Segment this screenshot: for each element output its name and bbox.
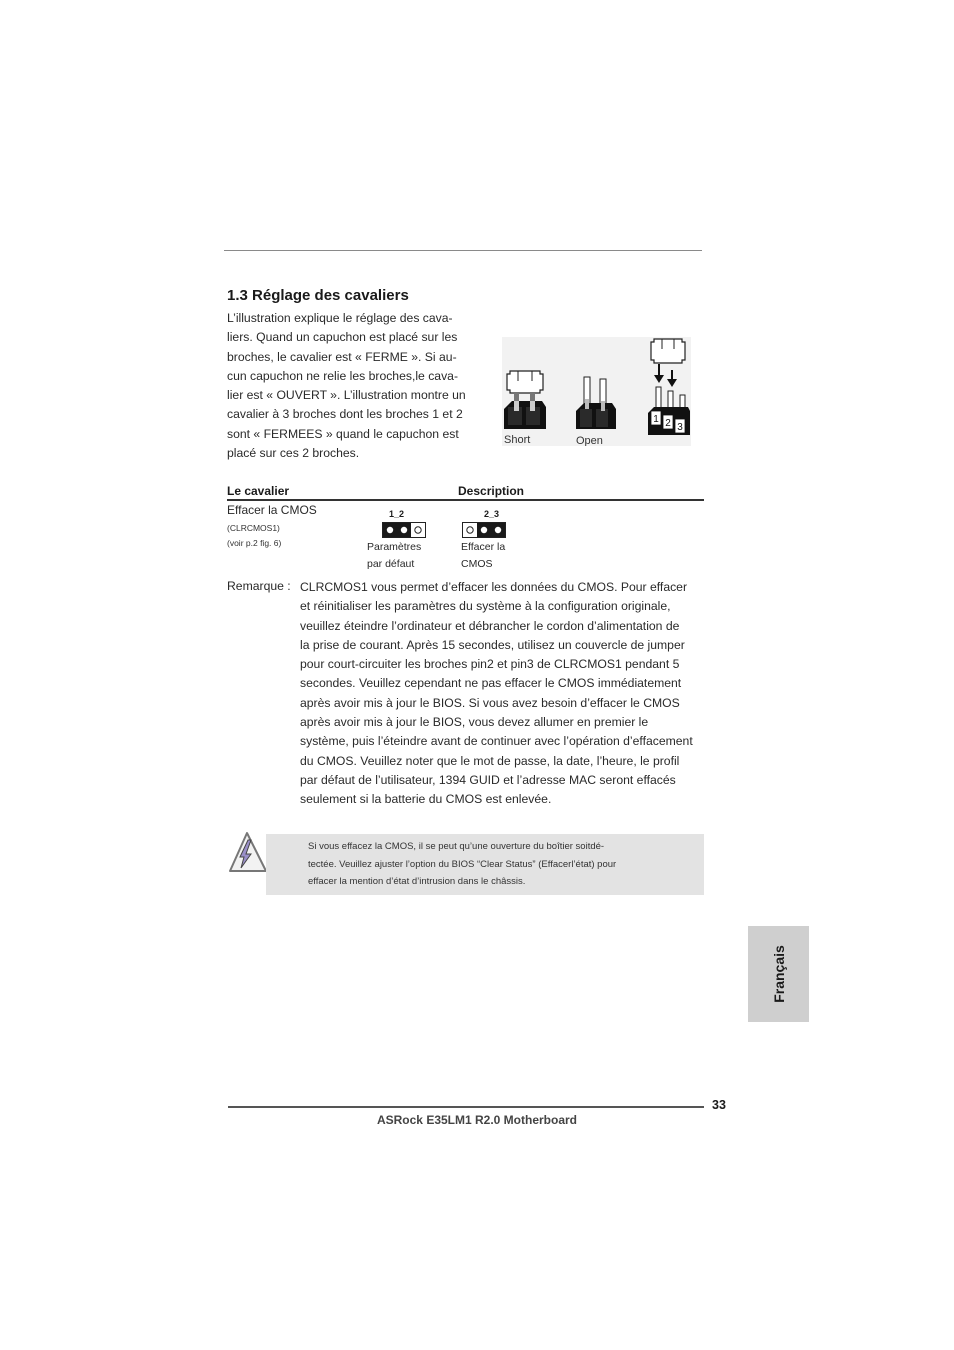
jumper-id: (CLRCMOS1) [227, 523, 280, 533]
footer-text: ASRock E35LM1 R2.0 Motherboard [376, 1113, 578, 1127]
remark-line: veuillez éteindre l’ordinateur et débrancher le cordon d’alimentation de [300, 618, 680, 633]
intro-line: broches, le cavalier est « FERME ». Si au- [227, 349, 457, 364]
setting-2-pins: 2_3 [484, 509, 500, 519]
jumper-illustration-svg [502, 337, 691, 446]
three-pin-jumper [648, 339, 690, 435]
remark-paragraph [300, 578, 704, 810]
remark-line: secondes. Veuillez cependant ne pas effacer le CMOS immédiatement [300, 676, 682, 691]
language-tab-label: Français [770, 945, 787, 1003]
setting-2-caption-line: CMOS [461, 558, 493, 570]
intro-line: lier est « OUVERT ». L’illustration montre un [227, 388, 466, 403]
open-label: Open [576, 435, 603, 446]
warning-lightning-icon [227, 830, 269, 879]
open-jumper [576, 377, 616, 429]
intro-line: cun capuchon ne relie les broches,le cava- [227, 368, 459, 383]
intro-line: sont « FERMEES » quand le capuchon est [227, 426, 459, 441]
setting-1-caption-line: Paramètres [367, 541, 422, 553]
remark-line: seulement si la batterie du CMOS est enlevée. [300, 792, 552, 807]
jumper-illustration [502, 337, 691, 446]
warning-line: effacer la mention d’état d’intrusion dans le châssis. [308, 876, 526, 887]
setting-1-caption-line: par défaut [367, 558, 415, 570]
pin-number-1: 1 [653, 414, 659, 425]
remark-line: CLRCMOS1 vous permet d’effacer les données du CMOS. Pour effacer [300, 580, 688, 594]
section-title: 1.3 Réglage des cavaliers [227, 287, 409, 304]
intro-line: placé sur ces 2 broches. [227, 446, 360, 461]
setting-2-caption [461, 539, 505, 573]
remark-line: et réinitialiser les paramètres du système à la configuration originale, [300, 599, 671, 614]
warning-text [308, 838, 688, 891]
intro-line: L’illustration explique le réglage des cava- [227, 311, 453, 325]
intro-line: cavalier à 3 broches dont les broches 1 et 2 [227, 407, 463, 422]
short-label: Short [504, 434, 531, 446]
setting-1-caption [367, 539, 421, 573]
table-header-rule [227, 499, 704, 501]
jumper-ref: (voir p.2 fig. 6) [227, 538, 282, 548]
page-number: 33 [712, 1098, 726, 1112]
remark-line: pour court-circuiter les broches pin2 et pin3 de CLRCMOS1 pendant 5 [300, 657, 680, 672]
warning-line: tectée. Veuillez ajuster l’option du BIOS “Clear Status” (Effacerl’état) pour [308, 858, 617, 870]
intro-line: liers. Quand un capuchon est placé sur les [227, 330, 458, 345]
intro-paragraph [227, 309, 477, 463]
pin-number-2: 2 [665, 418, 671, 429]
short-jumper [504, 371, 546, 429]
table-header-description: Description [458, 484, 525, 498]
footer-rule [228, 1106, 704, 1108]
warning-line: Si vous effacez la CMOS, il se peut qu’une ouverture du boîtier soitdé- [308, 841, 605, 852]
remark-line: par défaut de l’utilisateur, 1394 GUID et l’adresse MAC seront effacés [300, 772, 676, 787]
remark-line: du CMOS. Veuillez noter que le mot de passe, la date, l’heure, le profil [300, 753, 680, 768]
jumper-name: Effacer la CMOS [227, 503, 317, 517]
remark-label: Remarque : [227, 579, 291, 593]
language-tab [748, 926, 809, 1022]
top-rule [224, 250, 702, 251]
setting-1-pins: 1_2 [389, 509, 405, 519]
table-header-jumper: Le cavalier [227, 484, 290, 498]
setting-2-caption-line: Effacer la [461, 541, 506, 553]
pin-number-3: 3 [677, 422, 683, 433]
remark-line: après avoir mis à jour le BIOS. Si vous avez besoin d’effacer le CMOS [300, 695, 680, 710]
remark-line: système, puis l’éteindre avant de continuer avec l’opération d’effacement [300, 734, 693, 749]
remark-line: la prise de courant. Après 15 secondes, utilisez un couvercle de jumper [300, 637, 685, 652]
remark-line: après avoir mis à jour le BIOS, vous devez allumer en premier le [300, 715, 649, 730]
